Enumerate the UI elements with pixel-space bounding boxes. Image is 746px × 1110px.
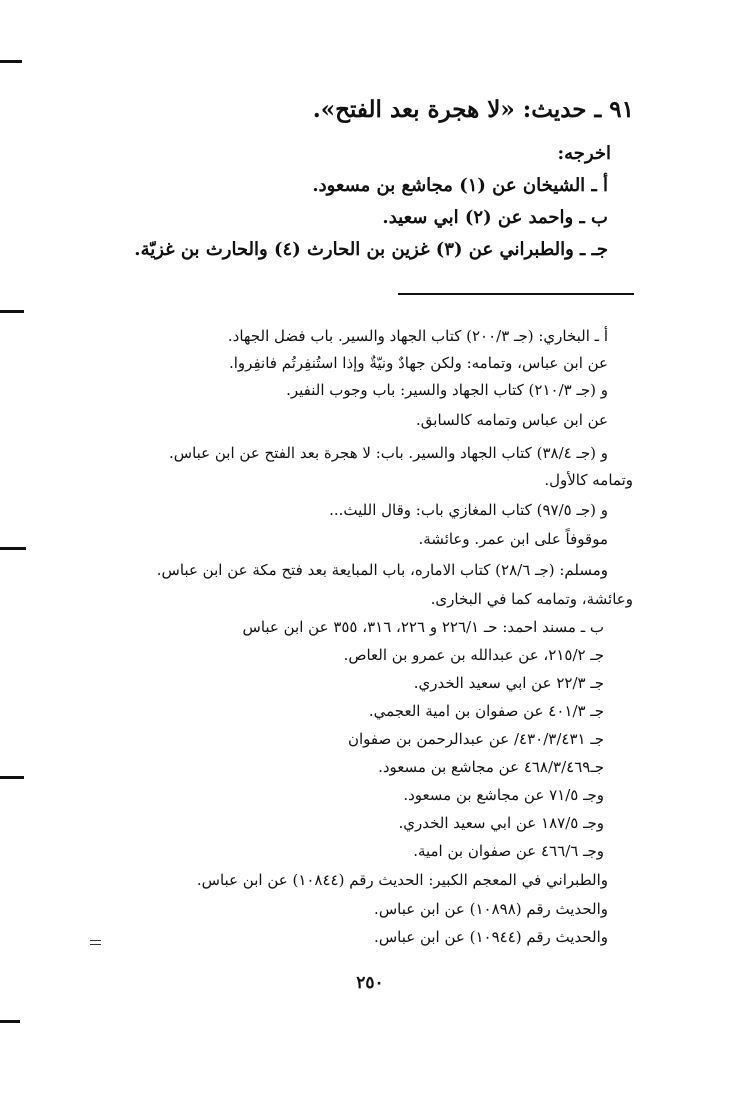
footnote-line: و (جـ ٩٧/٥) كتاب المغازي باب: وقال الليث... <box>329 501 608 519</box>
footnote-line: جـ ٤٣٠/٣/٤٣١/ عن عبدالرحمن بن صفوان <box>347 730 604 748</box>
footnote-line: جـ ٤٠١/٣ عن صفوان بن امية العجمي. <box>368 702 604 720</box>
page-number: ٢٥٠ <box>356 973 384 993</box>
footnote-line: والطبراني في المعجم الكبير: الحديث رقم (١٠٨٤٤) عن ابن عباس. <box>196 871 608 889</box>
footnote-line: جـ ٢٢/٣ عن ابي سعيد الخدري. <box>413 674 604 692</box>
scan-edge-mark <box>0 1020 20 1023</box>
footnote-line: عن ابن عباس وتمامه كالسابق. <box>416 411 608 429</box>
footnote-line: عن ابن عباس، وتمامه: ولكن جهادٌ ونيّةٌ وإذا استُنفِرتُم فانفِروا. <box>229 354 608 372</box>
footnote-line: وعائشة، وتمامه كما في البخارى. <box>430 590 633 608</box>
main-text-line: ب ـ واحمد عن (٢) ابي سعيد. <box>382 207 608 228</box>
hadith-heading: ٩١ ـ حديث: «لا هجرة بعد الفتح». <box>312 96 634 123</box>
scan-mark <box>90 940 101 945</box>
footnote-line: ب ـ مسند احمد: حـ ٢٢٦/١ و ٢٢٦، ٣١٦، ٣٥٥ عن ابن عباس <box>242 618 604 636</box>
footnote-line: وجـ ١٨٧/٥ عن ابي سعيد الخدري. <box>398 814 604 832</box>
main-text-line: أ ـ الشيخان عن (١) مجاشع بن مسعود. <box>312 175 608 196</box>
footnote-line: جـ ٢١٥/٢، عن عبدالله بن عمرو بن العاص. <box>343 646 604 664</box>
footnote-line: جـ٤٦٨/٣/٤٦٩ عن مجاشع بن مسعود. <box>378 758 604 776</box>
scan-edge-mark <box>0 310 24 313</box>
main-text-line: اخرجه: <box>557 143 611 164</box>
footnote-separator <box>398 293 634 295</box>
footnote-line: و (جـ ٣٨/٤) كتاب الجهاد والسير. باب: لا هجرة بعد الفتح عن ابن عباس. <box>168 444 608 462</box>
footnote-line: موقوفاً على ابن عمر. وعائشة. <box>418 530 608 548</box>
scan-edge-mark <box>0 547 26 550</box>
footnote-line: وتمامه كالأول. <box>544 471 633 489</box>
footnote-line: وجـ ٧١/٥ عن مجاشع بن مسعود. <box>403 786 604 804</box>
footnote-line: والحديث رقم (١٠٨٩٨) عن ابن عباس. <box>374 900 608 918</box>
footnote-line: والحديث رقم (١٠٩٤٤) عن ابن عباس. <box>374 928 608 946</box>
scan-edge-mark <box>0 776 24 779</box>
footnote-line: وجـ ٤٦٦/٦ عن صفوان بن امية. <box>413 842 604 860</box>
main-text-line: جـ ـ والطبراني عن (٣) غزين بن الحارث (٤) والحارث بن غزيّة. <box>134 239 608 260</box>
footnote-line: ومسلم: (جـ ٢٨/٦) كتاب الاماره، باب المبايعة بعد فتح مكة عن ابن عباس. <box>156 561 608 579</box>
footnote-line: أ ـ البخاري: (جـ ٢٠٠/٣) كتاب الجهاد والسير. باب فضل الجهاد. <box>227 327 608 345</box>
footnote-line: و (جـ ٢١٠/٣) كتاب الجهاد والسير: باب وجوب النفير. <box>286 381 608 399</box>
scan-edge-mark <box>0 60 22 63</box>
